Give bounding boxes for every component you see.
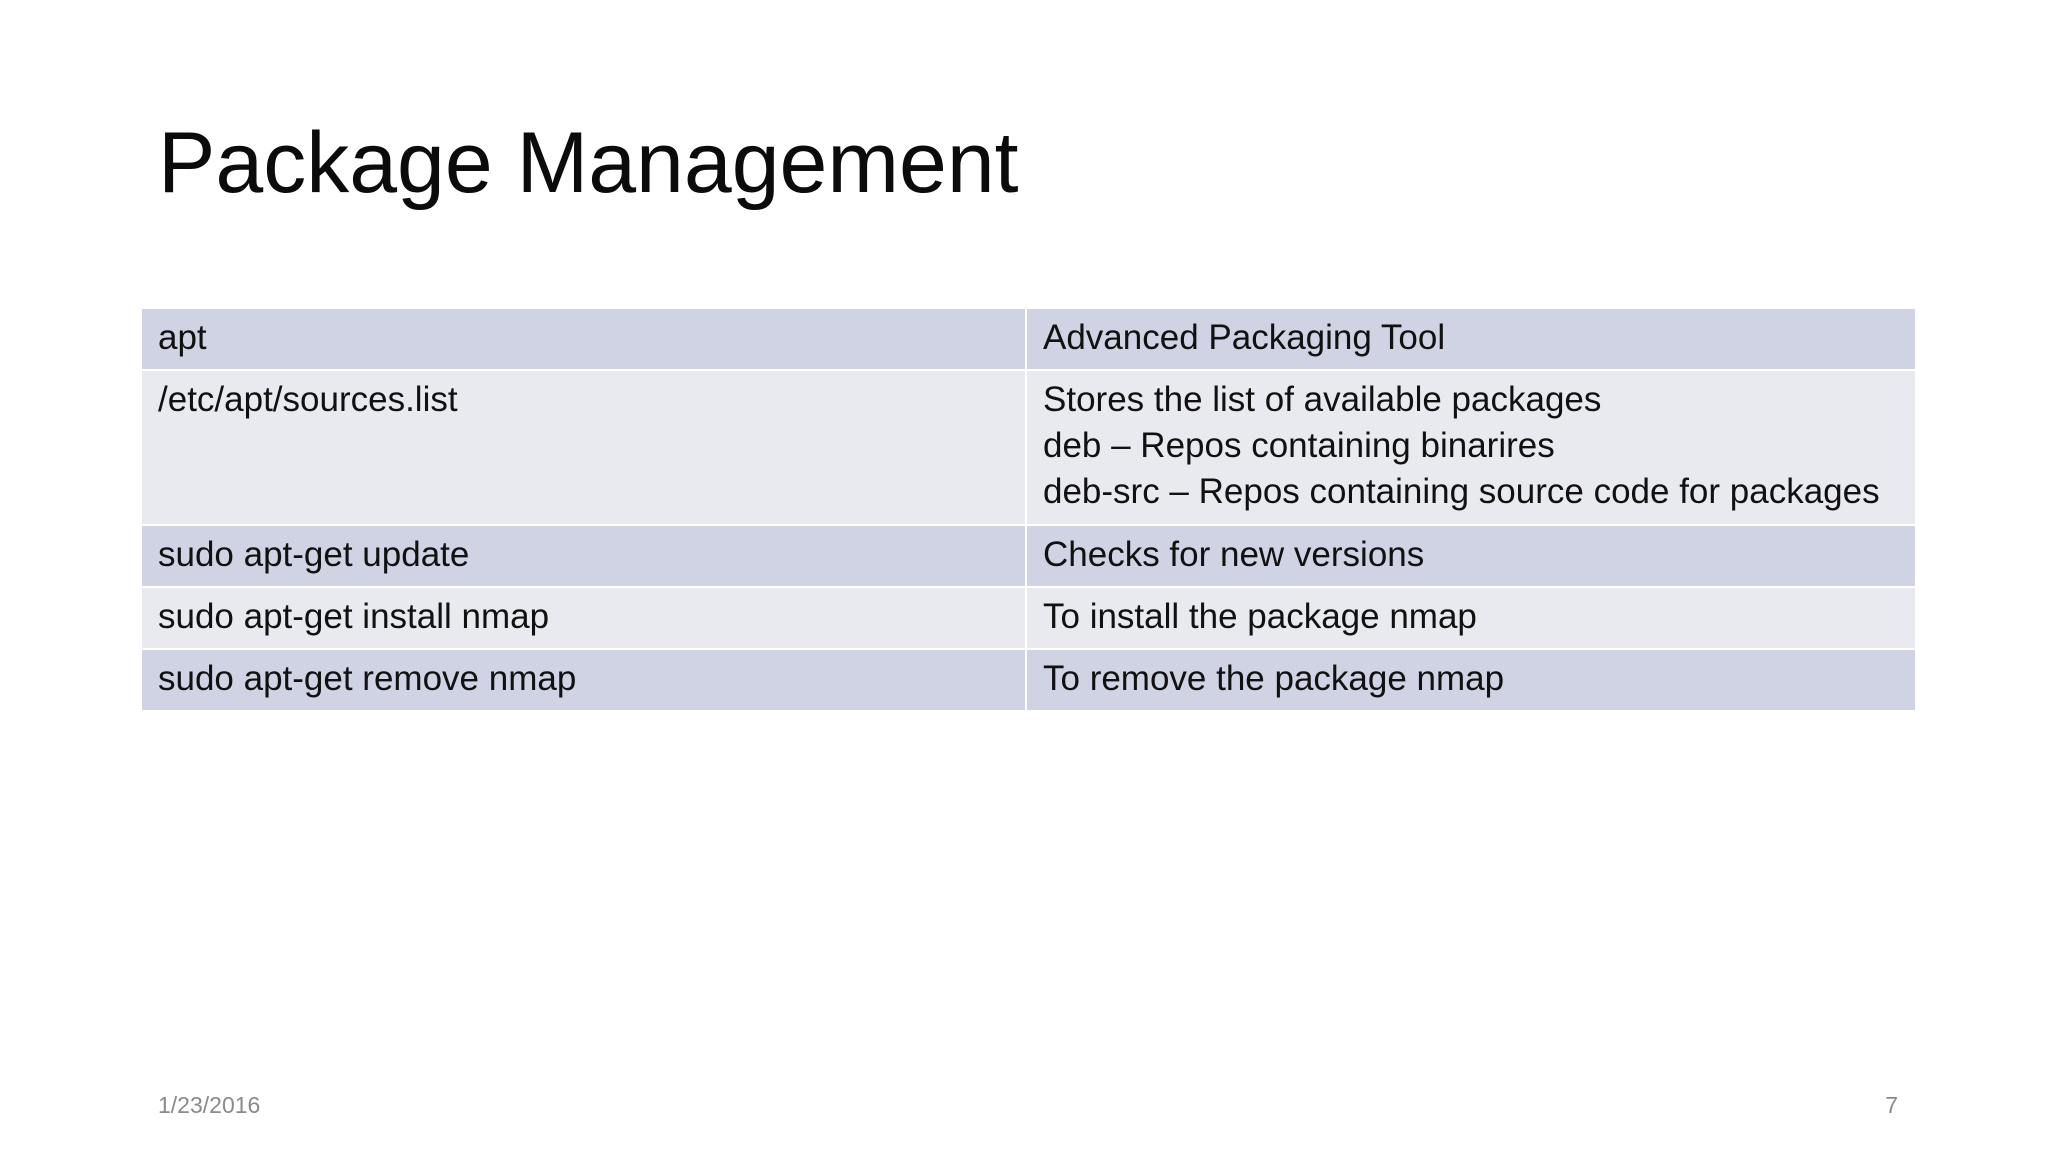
table-cell-term: sudo apt-get remove nmap bbox=[142, 650, 1027, 712]
description-line: To remove the package nmap bbox=[1043, 659, 1505, 698]
table-cell-description bbox=[1027, 371, 1915, 526]
description-line: Stores the list of available packages bbox=[1043, 380, 1602, 419]
footer-page-number: 7 bbox=[1885, 1092, 1898, 1118]
description-line: To install the package nmap bbox=[1043, 597, 1477, 636]
description-line: Checks for new versions bbox=[1043, 535, 1425, 574]
table-cell-term: /etc/apt/sources.list bbox=[142, 371, 1027, 526]
table-cell-description bbox=[1027, 309, 1915, 371]
slide-title: Package Management bbox=[158, 115, 1019, 211]
table-row bbox=[142, 371, 1915, 526]
table-row bbox=[142, 650, 1915, 712]
table-cell-description bbox=[1027, 650, 1915, 712]
description-line: deb-src – Repos containing source code for packages bbox=[1043, 472, 1880, 511]
package-table bbox=[142, 309, 1915, 712]
footer-date: 1/23/2016 bbox=[158, 1092, 261, 1118]
table-cell-description bbox=[1027, 588, 1915, 650]
table-row bbox=[142, 588, 1915, 650]
table-cell-term: apt bbox=[142, 309, 1027, 371]
description-line: deb – Repos containing binarires bbox=[1043, 426, 1555, 465]
table-row bbox=[142, 309, 1915, 371]
table-cell-description bbox=[1027, 526, 1915, 588]
table-cell-term: sudo apt-get update bbox=[142, 526, 1027, 588]
table-cell-term: sudo apt-get install nmap bbox=[142, 588, 1027, 650]
table-row bbox=[142, 526, 1915, 588]
description-line: Advanced Packaging Tool bbox=[1043, 318, 1446, 357]
